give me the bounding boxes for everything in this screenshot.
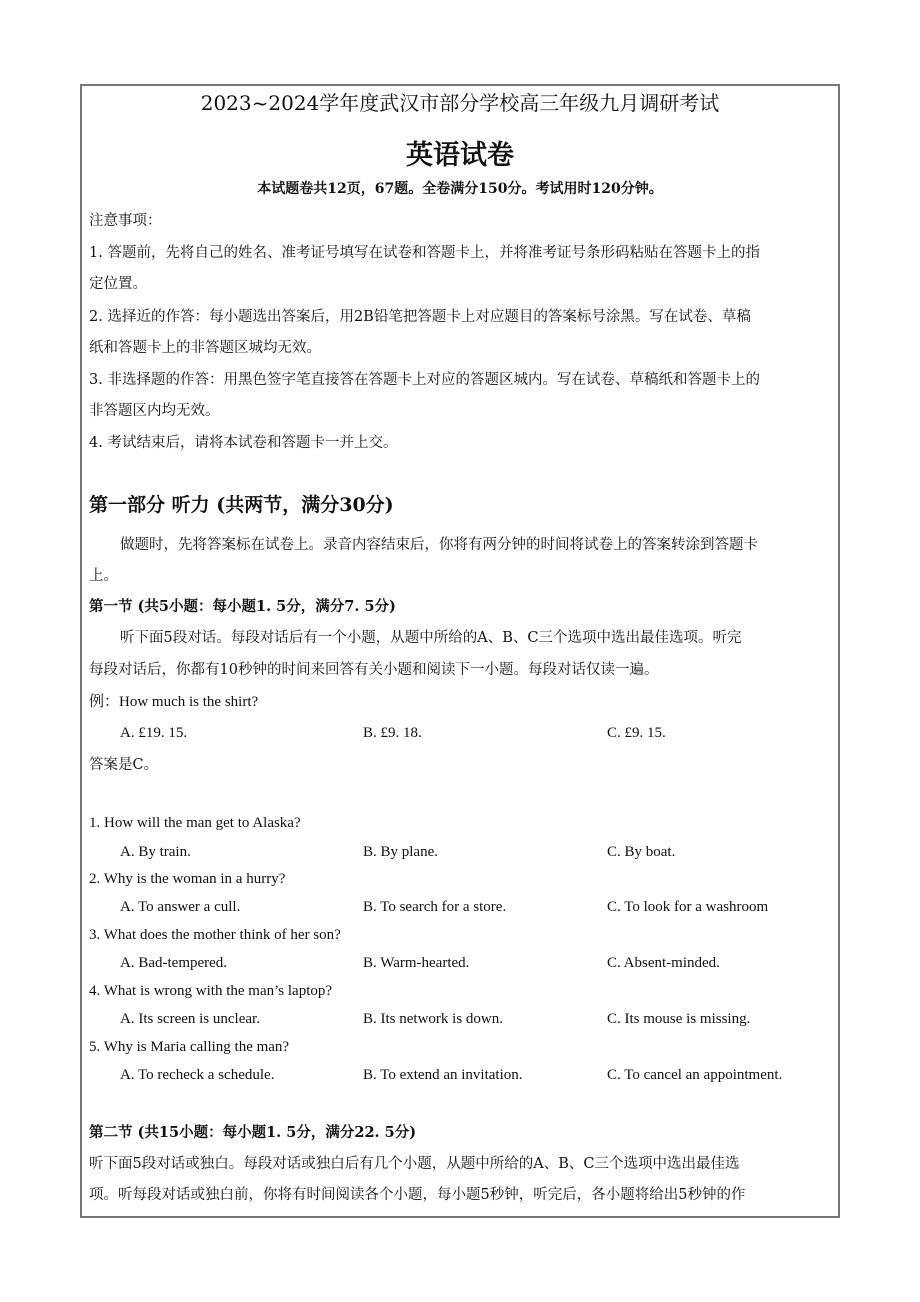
- q2-option-a: A. To answer a cull.: [120, 899, 241, 915]
- subject-title: 英语试卷: [406, 140, 514, 171]
- example-question: 例：How much is the shirt?: [89, 694, 259, 710]
- question-3: 3. What does the mother think of her son?: [89, 927, 341, 943]
- note-line: 3. 非选择题的作答：用黑色签字笔直接答在答题卡上对应的答题区城内。写在试卷、草稿纸和答题卡上的: [89, 372, 760, 388]
- exam-title: 2023~2024学年度武汉市部分学校高三年级九月调研考试: [200, 91, 720, 115]
- example-option-a: A. £19. 15.: [120, 725, 188, 741]
- section2-intro: 听下面5段对话或独白。每段对话或独白后有几个小题，从题中所给的A、B、C三个选项中选出最佳选: [89, 1156, 740, 1172]
- note-line: 纸和答题卡上的非答题区城均无效。: [89, 340, 321, 356]
- q1-option-a: A. By train.: [120, 844, 191, 860]
- note-line: 1. 答题前，先将自己的姓名、准考证号填写在试卷和答题卡上，并将准考证号条形码粘贴在答题卡上的指: [89, 245, 760, 261]
- section2-heading: 第二节 (共15小题：每小题1. 5分，满分22. 5分): [89, 1124, 417, 1141]
- part1-heading: 第一部分 听力 (共两节，满分30分): [89, 494, 394, 516]
- q5-option-a: A. To recheck a schedule.: [120, 1067, 275, 1083]
- q4-option-b: B. Its network is down.: [363, 1011, 503, 1027]
- example-option-b: B. £9. 18.: [363, 725, 422, 741]
- note-line: 定位置。: [89, 276, 147, 292]
- q4-option-a: A. Its screen is unclear.: [120, 1011, 260, 1027]
- q4-option-c: C. Its mouse is missing.: [607, 1011, 751, 1027]
- question-2: 2. Why is the woman in a hurry?: [89, 871, 286, 887]
- section1-heading: 第一节 (共5小题：每小题1. 5分，满分7. 5分): [89, 598, 396, 615]
- notes-heading: 注意事项：: [89, 213, 162, 229]
- q3-option-b: B. Warm-hearted.: [363, 955, 470, 971]
- note-line: 4. 考试结束后，请将本试卷和答题卡一并上交。: [89, 435, 398, 451]
- question-1: 1. How will the man get to Alaska?: [89, 815, 301, 831]
- q2-option-b: B. To search for a store.: [363, 899, 507, 915]
- question-4: 4. What is wrong with the man’s laptop?: [89, 983, 333, 999]
- section2-intro: 项。听每段对话或独白前，你将有时间阅读各个小题，每小题5秒钟，听完后，各小题将给出5秒钟的作: [89, 1187, 746, 1203]
- q3-option-a: A. Bad-tempered.: [120, 955, 228, 971]
- example-answer: 答案是C。: [89, 757, 159, 773]
- note-line: 2. 选择近的作答：每小题选出答案后，用2B铅笔把答题卡上对应题目的答案标号涂黑。写在试卷、草稿: [89, 309, 751, 325]
- q1-option-c: C. By boat.: [607, 844, 676, 860]
- q2-option-c: C. To look for a washroom: [607, 899, 769, 915]
- q1-option-b: B. By plane.: [363, 844, 438, 860]
- exam-info: 本试题卷共12页，67题。全卷满分150分。考试用时120分钟。: [257, 181, 663, 197]
- section1-intro: 听下面5段对话。每段对话后有一个小题，从题中所给的A、B、C三个选项中选出最佳选项。听完: [120, 630, 742, 646]
- example-option-c: C. £9. 15.: [607, 725, 666, 741]
- part1-intro: 做题时，先将答案标在试卷上。录音内容结束后，你将有两分钟的时间将试卷上的答案转涂到答题卡: [120, 537, 758, 553]
- note-line: 非答题区内均无效。: [89, 403, 220, 419]
- q3-option-c: C. Absent-minded.: [607, 955, 720, 971]
- section1-intro: 每段对话后，你都有10秒钟的时间来回答有关小题和阅读下一小题。每段对话仅读一遍。: [89, 662, 659, 678]
- part1-intro: 上。: [89, 568, 118, 584]
- q5-option-c: C. To cancel an appointment.: [607, 1067, 783, 1083]
- question-5: 5. Why is Maria calling the man?: [89, 1039, 290, 1055]
- q5-option-b: B. To extend an invitation.: [363, 1067, 523, 1083]
